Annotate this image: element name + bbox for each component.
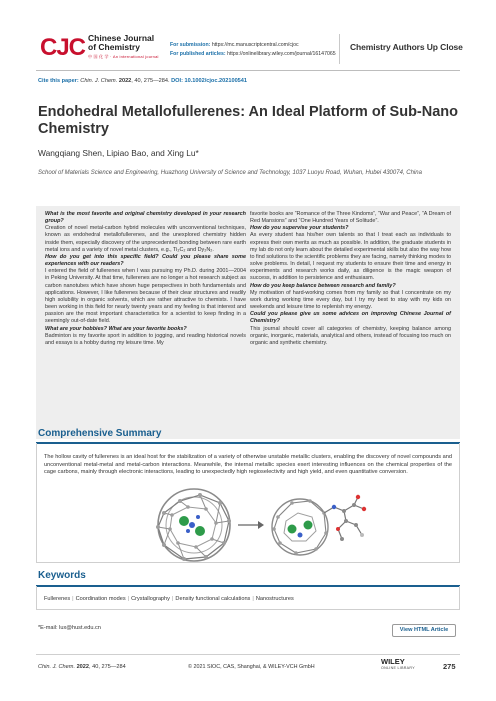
reaction-arrow-graphic xyxy=(238,521,264,529)
answer: Creation of novel metal-carbon hybrid molecules with unconventional techniques, known as endohedral metallofullerenes, and the unexplored chemistry hidden inside them, especially discovery of the unprecedented bonding between rare earth metal ions and a variety of novel metal clusters, e.g., Ti₂C₂ and Dy₂N₂. xyxy=(45,225,246,253)
question: Could you please give us some advices on improving Chinese Journal of Chemistry? xyxy=(250,311,451,325)
journal-name-line2: of Chemistry xyxy=(88,42,140,52)
interview-column-right xyxy=(250,211,451,347)
keywords-heading: Keywords xyxy=(38,570,86,581)
publisher-logo xyxy=(381,659,415,671)
functionalized-fullerene-graphic xyxy=(272,495,366,555)
view-html-article-button[interactable]: View HTML Article xyxy=(392,624,456,637)
footer-citation xyxy=(38,664,126,670)
qa-item xyxy=(45,254,246,326)
question: What is the most favorite and original chemistry developed in your research group? xyxy=(45,211,246,225)
answer: My motivation of hard-working comes from my family so that I concentrate on my work during working time every day, but I try my best to stay with my kids on weekends and leisure time to replenish my energy. xyxy=(250,289,451,311)
published-label: For published articles: xyxy=(170,51,226,57)
footer-year: 2022 xyxy=(76,664,90,670)
submission-links xyxy=(170,41,336,59)
article-authors: Wangqiang Shen, Lipiao Bao, and Xing Lu* xyxy=(38,148,199,158)
summary-heading: Comprehensive Summary xyxy=(38,428,162,439)
logo-mark: CJC xyxy=(40,33,86,61)
footer-rule xyxy=(36,654,460,655)
question: What are your hobbies? What are your favorite books? xyxy=(45,325,187,332)
corresponding-email: *E-mail: lux@hust.edu.cn xyxy=(38,625,101,631)
qa-item xyxy=(45,211,246,254)
footer-volume-pages: , 40, 275—284 xyxy=(89,664,126,670)
submission-link[interactable]: https://mc.manuscriptcentral.com/cjoc xyxy=(211,42,299,48)
article-affiliation: School of Materials Science and Engineering, Huazhong University of Science and Technology, 1037 Luoyu Road, Wuhan, Hubei 430074, China xyxy=(38,170,422,176)
submission-label: For submission: xyxy=(170,42,211,48)
keyword: Crystallography xyxy=(131,596,170,602)
qa-item xyxy=(250,211,451,225)
keywords-list: Fullerenes | Coordination modes | Crystallography | Density functional calculations | Nanostructures xyxy=(44,596,294,602)
cite-year: 2022 xyxy=(118,78,132,84)
qa-item xyxy=(250,225,451,282)
answer: favorite books are “Romance of the Three Kindoms”, “War and Peace”, “A Dream of Red Mansions” and “One Hundred Years of Solitude”. xyxy=(250,211,451,225)
cite-journal: Chin. J. Chem. xyxy=(80,78,118,84)
published-articles-link[interactable]: https://onlinelibrary.wiley.com/journal/16147065 xyxy=(227,51,336,57)
answer: As every student has his/her own talents so that I treat each as individuals to express their own merits as much as possible. In addition, the graduate students in my lab do not only learn about the detailed experimental skills but also the way how to find solutions to the scientific problems they are facing, namely thinking modes to solve problems. In detail, I request my students to ensure their time and energy in experiments and research works daily, as diligence is the magic weapon of success, in addition to persistence and enthusiasm. xyxy=(250,232,451,282)
keyword: Coordination modes xyxy=(75,596,126,602)
answer: This journal should cover all categories of chemistry, keeping balance among organic, inorganic, materials, analytical and others, instead of focusing too much on organic and synthetic chemistry. xyxy=(250,325,451,346)
keyword: Density functional calculations xyxy=(175,596,251,602)
citation-line xyxy=(38,78,247,84)
header-divider xyxy=(339,34,340,64)
journal-name-line3: 中 国 化 学 · An international journal xyxy=(88,54,159,59)
journal-header xyxy=(0,0,496,66)
summary-text: The hollow cavity of fullerenes is an ideal host for the stabilization of a variety of otherwise unstable metallic clusters, enabling the discovery of novel compounds and unconventional metal-metal and metal-carbon interactions. Meanwhile, the internal metallic species exert interesting influences on the chemical properties of the cage carbons, mainly through electronic interactions, leading to unexpectedly high regioselectivity and high yield, and even quantitative conversion. xyxy=(44,454,452,476)
interview-column-left xyxy=(45,211,246,347)
cite-doi-link[interactable]: DOI: 10.1002/cjoc.202100541 xyxy=(171,78,248,84)
publisher-name: WILEY xyxy=(381,657,405,666)
page-number: 275 xyxy=(443,662,456,671)
publisher-subtitle: ONLINE LIBRARY xyxy=(381,666,415,670)
question: How do you get into this specific field? Could you please share some experiences with our readers? xyxy=(45,253,246,268)
footer-journal: Chin. J. Chem. xyxy=(38,664,75,670)
keyword: Nanostructures xyxy=(255,596,294,602)
keyword: Fullerenes xyxy=(44,596,71,602)
article-title: Endohedral Metallofullerenes: An Ideal Platform of Sub-Nano Chemistry xyxy=(38,104,459,137)
fullerene-cage-graphic xyxy=(156,489,231,561)
interview-box xyxy=(36,206,460,439)
header-rule xyxy=(36,70,460,71)
question: How do you keep balance between research and family? xyxy=(250,282,396,289)
journal-name-line1: Chinese Journal xyxy=(88,33,155,43)
graphical-abstract-image xyxy=(150,485,370,565)
footer-copyright: © 2021 SIOC, CAS, Shanghai, & WILEY-VCH GmbH xyxy=(188,664,315,670)
qa-item xyxy=(45,326,246,347)
cite-volume-pages: , 40, 275—284. xyxy=(131,78,170,84)
qa-item xyxy=(250,311,451,347)
qa-item xyxy=(250,283,451,312)
answer: Badminton is my favorite sport in addition to jogging, and reading historical novels and essays is a hobby during my leisure time. My xyxy=(45,332,246,346)
question: How do you supervise your students? xyxy=(250,225,349,232)
answer: I entered the field of fullerenes when I was pursuing my Ph.D. during 2001—2004 in Peking University. At that time, fullerenes are no longer a hot research subject as carbon nanotubes which have shown huge perspectives in both fundamentals and applications. However, I like fullerenes because of their clear structures and readily high solubility in organic solvents, which are rather attractive to chemists. I have been working in this field for nearly twenty years and my feeling is that interest and passion are the most important characteristics for a scientist to keep finding in a seemingly out-of-date field. xyxy=(45,268,246,325)
cite-label: Cite this paper: xyxy=(38,78,79,84)
section-title: Chemistry Authors Up Close xyxy=(350,42,463,52)
journal-logo xyxy=(40,34,159,61)
